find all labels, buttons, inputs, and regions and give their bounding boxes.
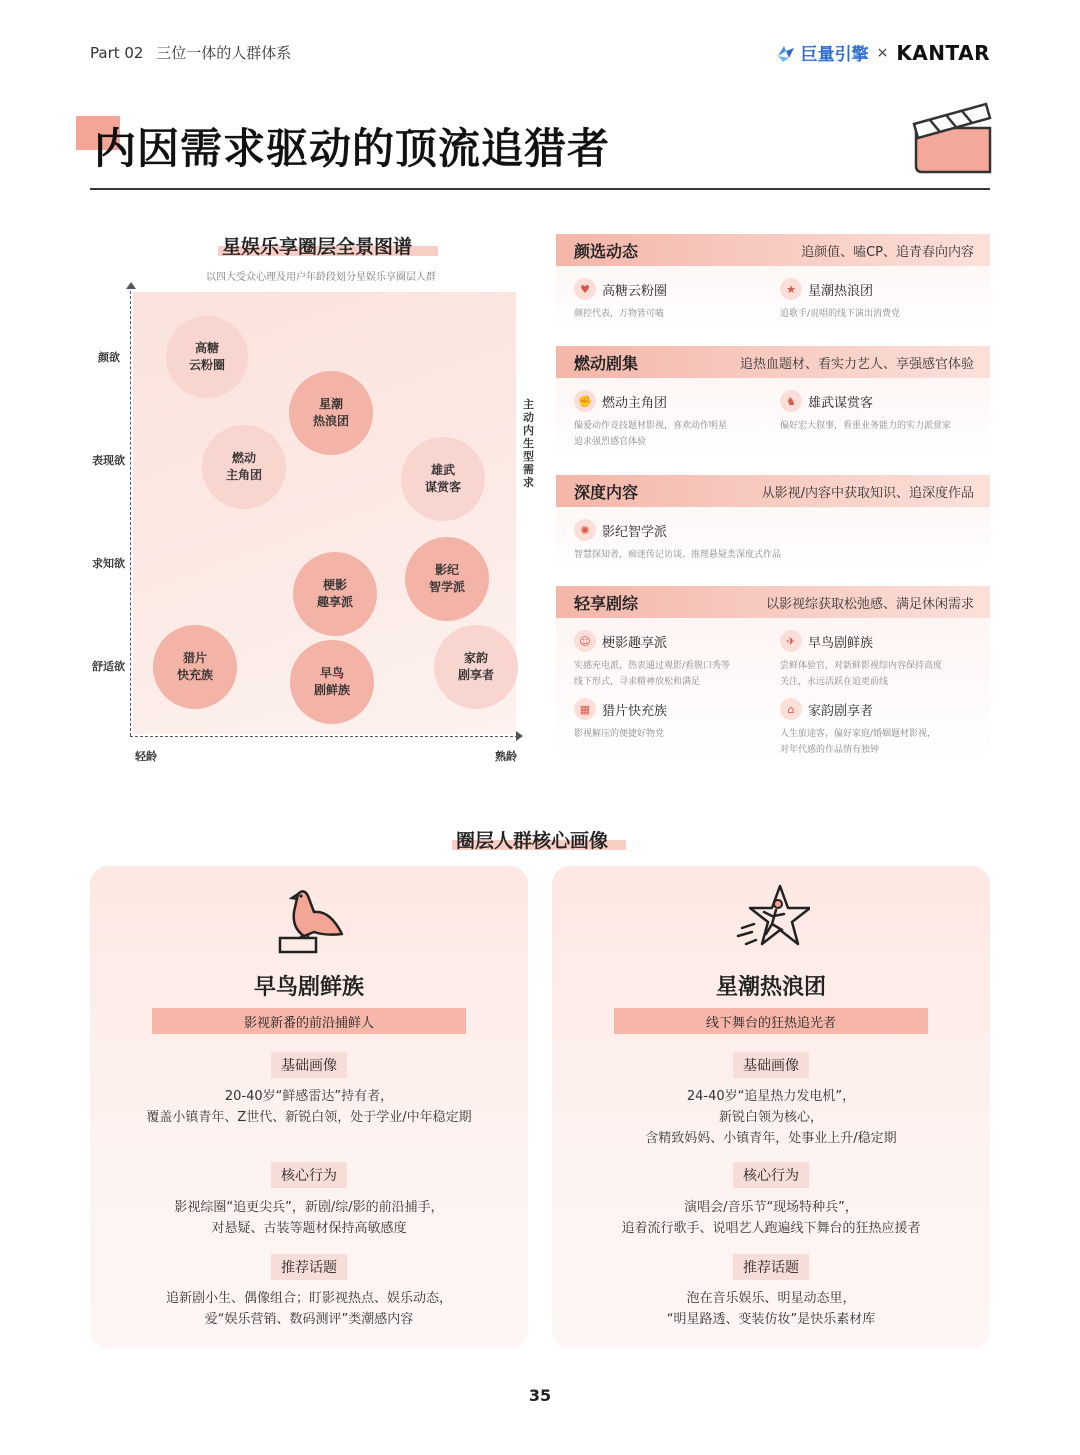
bird-icon — [274, 882, 348, 958]
home-icon: ⌂ — [780, 698, 802, 720]
sub-documentary-fans — [574, 519, 974, 563]
sub-desc: 实感充电派，热衷通过观影/看脱口秀等 线下形式，寻求精神放松和满足 — [574, 661, 731, 687]
core-behavior-text: 演唱会/音乐节“现场特种兵”， 追着流行歌手、说唱艺人跑遍线下舞台的狂热应援者 — [621, 1200, 921, 1236]
panel-head — [556, 346, 990, 378]
sub-title: 燃动主角团 — [602, 395, 668, 411]
sub-action-team — [574, 390, 774, 450]
clapperboard-icon — [910, 98, 994, 178]
sub-family-drama — [780, 698, 980, 758]
bubble-sweet-fans: 高糖 云粉圈 — [166, 316, 248, 398]
bubble-documentary-fans: 影纪 智学派 — [405, 537, 489, 621]
card-star-wave — [552, 866, 990, 1348]
part-name: 三位一体的人群体系 — [156, 44, 292, 62]
brand-logos — [775, 40, 990, 65]
panel-desc: 追颜值、嗑CP、追青春向内容 — [801, 244, 974, 260]
sub-epic-viewers — [780, 390, 980, 434]
section-title: 圈层人群核心画像 — [456, 830, 609, 852]
section-pill-topics: 推荐话题 — [271, 1254, 347, 1280]
page-number: 35 — [528, 1386, 552, 1405]
sub-title: 猎片快充族 — [602, 703, 668, 719]
sub-desc: 尝鲜体验官，对新鲜影视综内容保持高度 关注，永远活跃在追更前线 — [780, 661, 943, 687]
x-label-young: 轻龄 — [135, 750, 157, 763]
sub-desc: 偏爱动作竞技题材影视，喜欢动作明星 追求强烈感官体验 — [574, 421, 728, 447]
horse-icon: ♞ — [780, 390, 802, 412]
sub-desc: 人生旅途客，偏好家庭/婚姻题材影视， 对年代感的作品情有独钟 — [780, 729, 937, 755]
sub-quick-watchers — [574, 698, 774, 742]
star-runner-icon — [736, 882, 810, 958]
sub-desc: 影视解压的便捷好物党 — [574, 729, 665, 739]
sub-title: 家韵剧享者 — [808, 703, 874, 719]
logo-separator: × — [876, 44, 889, 61]
x-axis-arrow-icon — [516, 731, 523, 741]
y-label-appearance: 颜欲 — [98, 351, 120, 364]
sub-star-wave — [780, 278, 980, 322]
panel-name: 深度内容 — [574, 482, 639, 502]
y-axis-arrow-icon — [126, 282, 136, 289]
section-pill-behavior: 核心行为 — [271, 1162, 347, 1188]
ocean-engine-text: 巨量引擎 — [800, 45, 869, 65]
sub-desc: 偏好宏大叙事，看重业务能力的实力派赏家 — [780, 421, 952, 431]
popcorn-icon: ▦ — [574, 698, 596, 720]
panel-desc: 以影视综获取松弛感、满足休闲需求 — [765, 596, 974, 612]
card-name: 早鸟剧鲜族 — [253, 975, 364, 1000]
bubble-epic-viewers: 雄武 谋赏客 — [401, 437, 485, 521]
sub-title: 梗影趣享派 — [602, 635, 668, 651]
sub-desc: 追歌手/说唱的线下演出消费党 — [780, 309, 901, 319]
card-early-birds — [90, 866, 528, 1348]
card-name: 星潮热浪团 — [715, 975, 826, 1000]
sub-sweet-fans — [574, 278, 774, 322]
x-label-mature: 熟龄 — [495, 750, 517, 763]
bubble-meme-fans: 梗影 趣享派 — [293, 552, 377, 636]
panel-desc: 从影视/内容中获取知识、追深度作品 — [761, 485, 974, 501]
panel-light-drama — [556, 586, 990, 762]
panel-name: 轻享剧综 — [574, 593, 639, 613]
recommended-topics-text: 追新剧小生、偶像组合；盯影视热点、娱乐动态， 爱“娱乐营销、数码测评”类潮感内容 — [165, 1291, 452, 1327]
section-pill-basic: 基础画像 — [733, 1052, 809, 1078]
panel-deep-content — [556, 475, 990, 569]
panel-name: 颜选动态 — [574, 241, 639, 261]
sub-desc: 颜控代表，万物皆可嗑 — [574, 309, 665, 319]
panel-desc: 追热血题材、看实力艺人、享强感官体验 — [739, 356, 974, 372]
bubble-action-team: 燃动 主角团 — [202, 425, 286, 509]
star-runner-icon: ★ — [780, 278, 802, 300]
panel-head — [556, 586, 990, 618]
bubble-star-wave: 星潮 热浪团 — [289, 371, 373, 455]
panel-action-drama — [556, 346, 990, 460]
panel-name: 燃动剧集 — [574, 353, 639, 373]
bird-icon: ✈ — [780, 630, 802, 652]
heart-icon: ♥ — [574, 278, 596, 300]
section-pill-topics: 推荐话题 — [733, 1254, 809, 1280]
brain-icon: ✺ — [574, 519, 596, 541]
ocean-engine-logo — [775, 40, 869, 65]
sub-meme-fans — [574, 630, 774, 690]
map-subtitle: 以四大受众心理及用户年龄段划分星娱乐享圈层人群 — [206, 272, 436, 283]
basic-profile-text: 24-40岁“追星热力发电机”， 新锐白领为核心， 含精致妈妈、小镇青年，处事业上升/稳定期 — [645, 1089, 897, 1146]
sub-title: 早鸟剧鲜族 — [808, 635, 874, 651]
section-pill-basic: 基础画像 — [271, 1052, 347, 1078]
panel-head — [556, 475, 990, 507]
fist-icon: ✊ — [574, 390, 596, 412]
y-label-knowledge: 求知欲 — [92, 557, 125, 570]
sub-title: 影纪智学派 — [602, 524, 668, 540]
sub-early-birds — [780, 630, 980, 690]
map-x-axis — [130, 736, 518, 737]
recommended-topics-text: 泡在音乐娱乐、明星动态里， “明星路透、变装仿妆”是快乐素材库 — [666, 1291, 876, 1327]
card-tagline: 影视新番的前沿捕鲜人 — [152, 1008, 466, 1034]
sub-title: 星潮热浪团 — [808, 283, 874, 299]
panel-appearance — [556, 234, 990, 330]
panel-head — [556, 234, 990, 266]
page-title: 内因需求驱动的顶流追猎者 — [94, 124, 611, 173]
ocean-engine-mark-icon — [775, 42, 797, 64]
part-number: Part 02 — [90, 44, 144, 62]
y-label-expression: 表现欲 — [92, 454, 125, 467]
kantar-logo: KANTAR — [896, 40, 990, 65]
bubble-early-birds: 早鸟 剧鲜族 — [290, 640, 374, 724]
basic-profile-text: 20-40岁“鲜感雷达”持有者， 覆盖小镇青年、Z世代、新锐白领，处于学业/中年稳定期 — [146, 1089, 472, 1125]
map-y-axis — [130, 286, 131, 736]
sub-title: 雄武谋赏客 — [808, 395, 874, 411]
part-header — [90, 42, 291, 63]
bubble-quick-watchers: 猎片 快充族 — [153, 625, 237, 709]
section-pill-behavior: 核心行为 — [733, 1162, 809, 1188]
y-label-comfort: 舒适欲 — [92, 660, 125, 673]
sub-title: 高糖云粉圈 — [602, 283, 668, 299]
core-behavior-text: 影视综圈“追更尖兵”，新剧/综/影的前沿捕手， 对悬疑、古装等题材保持高敏感度 — [174, 1200, 444, 1236]
sub-desc: 智慧探知者，痴迷传记访谈、推理悬疑类深度式作品 — [574, 550, 782, 560]
laugh-icon: ☺ — [574, 630, 596, 652]
card-tagline: 线下舞台的狂热追光者 — [614, 1008, 928, 1034]
vertical-axis-label: 主动内生型需求 — [523, 398, 534, 489]
map-title: 星娱乐享圈层全景图谱 — [222, 236, 413, 258]
title-divider — [90, 188, 990, 190]
bubble-family-drama: 家韵 剧享者 — [434, 625, 518, 709]
